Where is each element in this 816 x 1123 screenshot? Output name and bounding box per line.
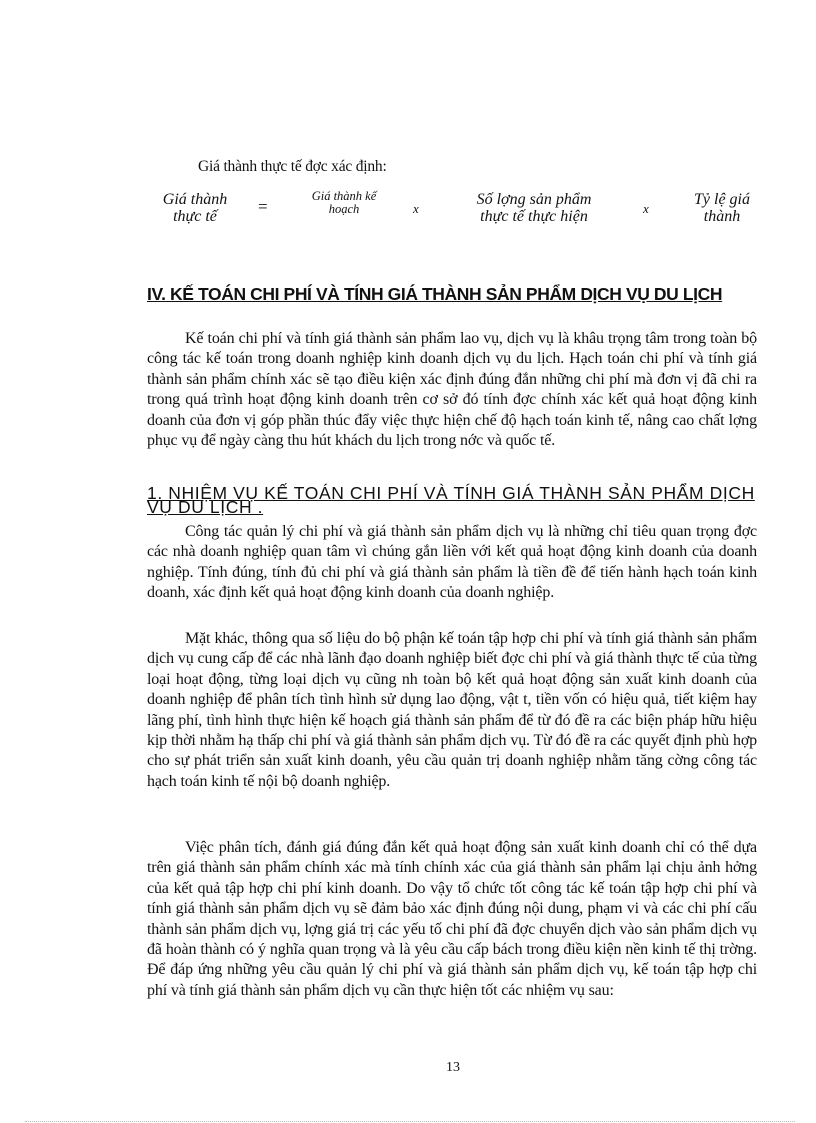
formula-lhs-line2: thực tế bbox=[173, 207, 217, 225]
body-paragraph-2: Mặt khác, thông qua số liệu do bộ phận kế toán tập hợp chi phí và tính giá thành sản phẩm dịch vụ cung cấp để các nhà lãnh đạo doanh nghiệp biết đợc chi phí và giá thành thực tế của từng loại hoạt động, từng loại dịch vụ cũng nh toàn bộ kết quả hoạt động sản xuất kinh doanh của doanh nghiệp để phân tích tình hình sử dụng lao động, vật t, tiền vốn có hiệu quả, tiết kiệm hay lãng phí, tình hình thực hiện kế hoạch giá thành sản phẩm để từ đó đề ra các biện pháp hữu hiệu kịp thời nhằm hạ thấp chi phí và giá thành sản phẩm dịch vụ. Từ đó đề ra các quyết định phù hợp cho sự phát triển sản xuất kinh doanh, yêu cầu quản trị doanh nghiệp nhằm tăng cờng công tác hạch toán kinh tế nội bộ doanh nghiệp. bbox=[147, 630, 757, 790]
formula-actual-cost bbox=[150, 192, 240, 226]
formula-multiply-2: x bbox=[643, 201, 649, 216]
formula-plan-line2: hoạch bbox=[328, 202, 360, 217]
formula-plan-line1: Giá thành kế bbox=[311, 189, 377, 203]
intro-line: Giá thành thực tế đợc xác định: bbox=[198, 158, 387, 175]
page-number: 13 bbox=[446, 1060, 460, 1075]
formula-quantity-line1: Số lợng sản phẩm bbox=[476, 191, 592, 208]
formula-cost-ratio bbox=[682, 192, 762, 226]
section-iv-heading: IV. KẾ TOÁN CHI PHÍ VÀ TÍNH GIÁ THÀNH SẢN PHẨM DỊCH VỤ DU LỊCH bbox=[147, 284, 723, 304]
section-iv-paragraph: Kế toán chi phí và tính giá thành sản phẩm lao vụ, dịch vụ là khâu trọng tâm trong toàn bộ công tác kế toán trong doanh nghiệp kinh doanh dịch vụ du lịch. Hạch toán chi phí và tính giá thành sản phẩm chính xác sẽ tạo điều kiện xác định đúng đắn những chi phí mà đơn vị đã chi ra trong quá trình hoạt động kinh doanh trên cơ sở đó tính đợc chính xác kết quả hoạt động kinh doanh của đơn vị góp phần thúc đẩy việc thực hiện chế độ hạch toán kinh tế, nâng cao chất lợng phục vụ để ngày càng thu hút khách du lịch trong nớc và quốc tế. bbox=[147, 330, 757, 450]
formula-actual-quantity bbox=[458, 192, 610, 226]
body-paragraph-1: Công tác quản lý chi phí và giá thành sản phẩm dịch vụ là những chỉ tiêu quan trọng đợc các nhà doanh nghiệp quan tâm vì chúng gắn liền với kết quả hoạt động kinh doanh của doanh nghiệp. Tính đúng, tính đủ chi phí và giá thành sản phẩm là tiền đề để tiến hành hạch toán kinh doanh, xác định kết quả hoạt động kinh doanh của doanh nghiệp. bbox=[147, 523, 757, 602]
formula-planned-cost bbox=[296, 190, 392, 216]
formula-ratio-line2: thành bbox=[703, 207, 741, 225]
body-paragraph-3: Việc phân tích, đánh giá đúng đắn kết quả hoạt động sản xuất kinh doanh chỉ có thể dựa trên giá thành sản phẩm chính xác mà tính chính xác của giá thành sản phẩm lại chịu ảnh hởng của kết quả tập hợp chi phí kinh doanh. Do vậy tổ chức tốt công tác kế toán tập hợp chi phí và tính giá thành sản phẩm dịch vụ sẽ đảm bảo xác định đúng nội dung, phạm vi và các chi phí cấu thành sản phẩm dịch vụ, lợng giá trị các yếu tố chi phí đã đợc chuyển dịch vào sản phẩm dịch vụ đã hoàn thành có ý nghĩa quan trọng và là yêu cầu cấp bách trong điều kiện nền kinh tế thị trờng. Để đáp ứng những yêu cầu quản lý chi phí và giá thành sản phẩm dịch vụ, kế toán tập hợp chi phí và tính giá thành sản phẩm dịch vụ cần thực hiện tốt các nhiệm vụ sau: bbox=[147, 839, 757, 999]
formula-ratio-line1: Tỷ lệ giá bbox=[694, 191, 750, 208]
cost-formula bbox=[0, 190, 816, 240]
formula-multiply-1: x bbox=[413, 201, 419, 216]
formula-quantity-line2: thực tế thực hiện bbox=[480, 207, 588, 225]
footer-divider bbox=[25, 1121, 795, 1122]
subsection-1-heading: 1. NHIỆM VỤ KẾ TOÁN CHI PHÍ VÀ TÍNH GIÁ THÀNH SẢN PHẨM DỊCH VỤ DU LỊCH . bbox=[147, 483, 755, 517]
formula-equals: = bbox=[258, 197, 268, 216]
formula-lhs-line1: Giá thành bbox=[162, 191, 228, 208]
